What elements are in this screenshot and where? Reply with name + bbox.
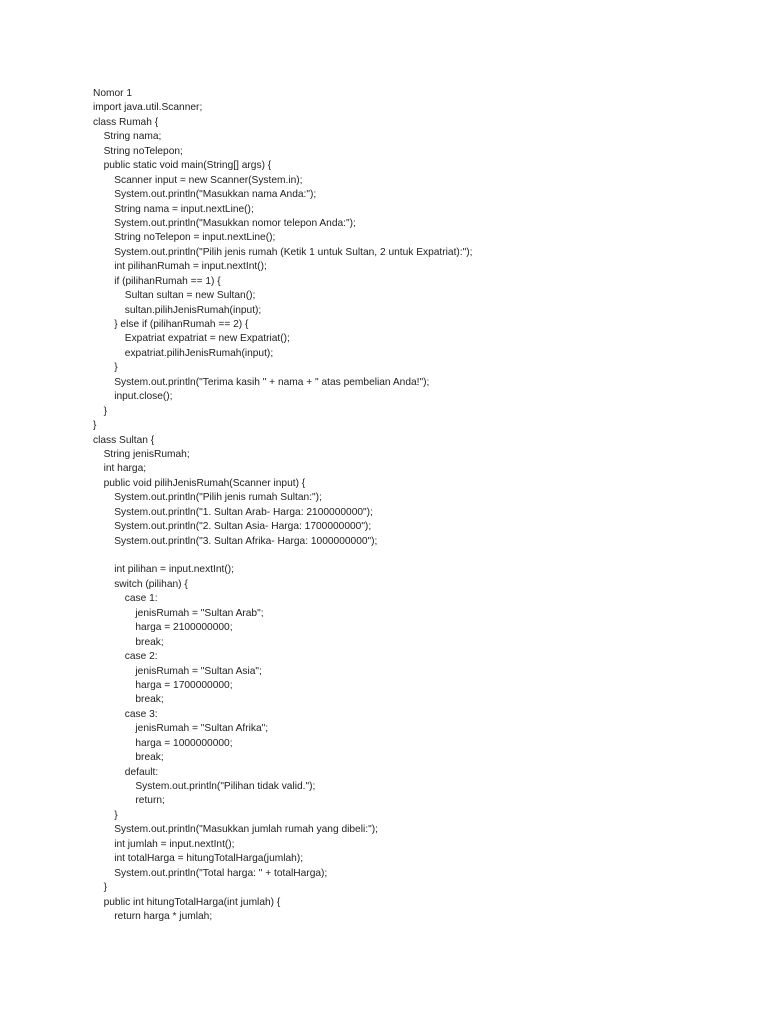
code-line	[93, 549, 733, 563]
code-line: case 1:	[124, 593, 158, 605]
code-line: harga = 1000000000;	[135, 737, 233, 749]
code-line: Scanner input = new Scanner(System.in);	[114, 174, 303, 186]
code-line: int pilihanRumah = input.nextInt();	[114, 261, 267, 273]
code-line: }	[114, 362, 118, 374]
code-line: break;	[135, 636, 164, 648]
code-line: Sultan sultan = new Sultan();	[124, 290, 256, 302]
code-line: default:	[124, 766, 159, 778]
code-line: System.out.println("3. Sultan Afrika- Harga: 1000000000");	[114, 535, 378, 547]
code-line: harga = 1700000000;	[135, 679, 233, 691]
code-line: case 2:	[124, 651, 158, 663]
code-line: Nomor 1	[93, 88, 133, 99]
code-line: int jumlah = input.nextInt();	[114, 838, 235, 850]
code-line: break;	[135, 752, 164, 764]
code-line: int harga;	[103, 463, 147, 475]
code-line: System.out.println("Total harga: " + totalHarga);	[114, 867, 328, 879]
code-line: } else if (pilihanRumah == 2) {	[114, 319, 249, 330]
code-line: expatriat.pilihJenisRumah(input);	[124, 347, 274, 359]
code-line: String noTelepon;	[103, 145, 183, 157]
code-line: }	[114, 809, 118, 821]
code-line: break;	[135, 694, 164, 706]
code-line: Expatriat expatriat = new Expatriat();	[124, 333, 290, 345]
code-line: return;	[135, 795, 165, 807]
code-line: System.out.println("Pilih jenis rumah (Ketik 1 untuk Sultan, 2 untuk Expatriat):");	[114, 246, 473, 258]
code-line: String nama = input.nextLine();	[114, 203, 254, 215]
code-line: harga = 2100000000;	[135, 622, 233, 634]
code-line: int pilihan = input.nextInt();	[114, 564, 234, 576]
code-line: String jenisRumah;	[103, 448, 190, 460]
code-line: }	[103, 882, 107, 894]
code-line: String nama;	[103, 131, 162, 143]
code-line: jenisRumah = "Sultan Asia";	[135, 665, 262, 677]
code-line: public int hitungTotalHarga(int jumlah) {	[103, 896, 281, 908]
code-line: class Rumah {	[93, 116, 159, 128]
code-line: System.out.println("Masukkan jumlah rumah yang dibeli:");	[114, 824, 378, 836]
code-line: System.out.println("2. Sultan Asia- Harga: 1700000000");	[114, 521, 372, 533]
code-line: System.out.println("Terima kasih " + nama + " atas pembelian Anda!");	[114, 376, 430, 388]
code-line: sultan.pilihJenisRumah(input);	[124, 304, 262, 316]
code-line: }	[93, 420, 97, 432]
code-line: jenisRumah = "Sultan Arab";	[135, 607, 264, 619]
code-line: class Sultan {	[93, 434, 155, 446]
code-line: jenisRumah = "Sultan Afrika";	[135, 723, 269, 735]
code-line: switch (pilihan) {	[114, 578, 188, 590]
code-line: int totalHarga = hitungTotalHarga(jumlah);	[114, 853, 304, 865]
code-line: System.out.println("Masukkan nomor telepon Anda:");	[114, 217, 356, 229]
code-listing	[93, 87, 733, 924]
code-line: }	[103, 405, 107, 417]
code-line: input.close();	[114, 391, 173, 403]
code-line: public static void main(String[] args) {	[103, 160, 272, 172]
code-line: String noTelepon = input.nextLine();	[114, 232, 276, 244]
code-line: return harga * jumlah;	[114, 910, 213, 922]
code-line: if (pilihanRumah == 1) {	[114, 275, 221, 287]
code-line: public void pilihJenisRumah(Scanner input) {	[103, 477, 306, 489]
code-line: System.out.println("Pilih jenis rumah Sultan:");	[114, 492, 322, 504]
code-line: System.out.println("1. Sultan Arab- Harga: 2100000000");	[114, 506, 373, 518]
code-line: System.out.println("Masukkan nama Anda:");	[114, 189, 317, 201]
code-line: import java.util.Scanner;	[93, 102, 203, 114]
code-line: System.out.println("Pilihan tidak valid.");	[135, 781, 316, 792]
code-line: case 3:	[124, 708, 158, 720]
